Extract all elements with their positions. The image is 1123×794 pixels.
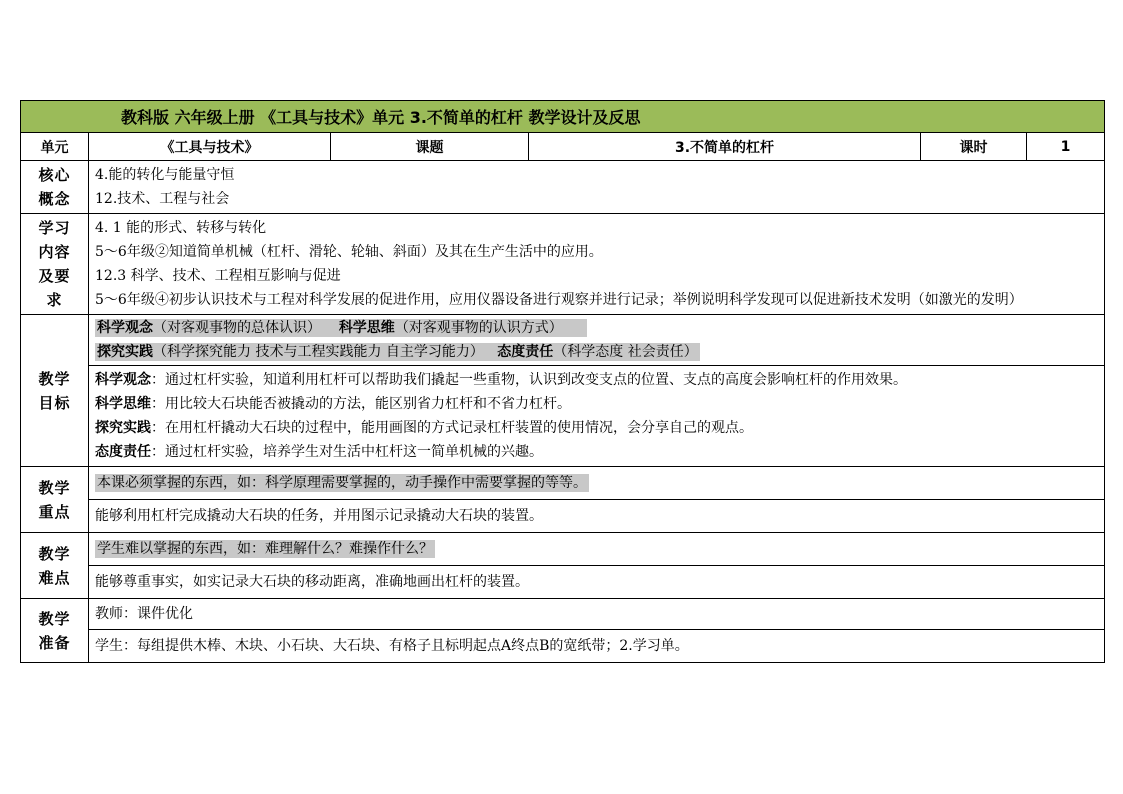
difficulties-content [89,533,1105,599]
objectives-guide [89,315,1104,366]
period-value: 1 [1027,133,1105,161]
label-line: 目标 [38,393,71,412]
lesson-plan-document [20,100,1104,663]
guide-heading: 态度责任 [497,344,554,360]
objective-text: ：用比较大石块能否被撬动的方法，能区别省力杠杆和不省力杠杆。 [151,396,571,412]
requirements-content [89,214,1105,315]
lesson-plan-table [20,100,1105,663]
core-concept-content [89,161,1105,214]
objective-text: ：在用杠杆撬动大石块的过程中，能用画图的方式记录杠杆装置的使用情况，会分享自己的观点。 [151,420,753,436]
objectives-guide-line-1 [95,319,587,337]
label-line: 教学 [38,369,71,388]
objective-text: ：通过杠杆实验，知道利用杠杆可以帮助我们撬起一些重物，认识到改变支点的位置、支点的高度会影响杠杆的作用效果。 [151,372,907,388]
label-line: 难点 [38,568,71,587]
guide-text: （科学探究能力 技术与工程实践能力 自主学习能力） [153,344,498,360]
guide-text: （对客观事物的认识方式） [394,320,586,336]
label-line: 重点 [38,502,71,521]
key-points-label [21,467,89,533]
requirements-label [21,214,89,315]
label-line: 核心 [38,166,71,184]
core-concept-line: 4.能的转化与能量守恒 [95,167,235,183]
difficulties-guide-row [89,533,1104,566]
objectives-label [21,315,89,467]
preparation-label [21,599,89,663]
period-label: 课时 [921,133,1027,161]
objective-heading: 探究实践 [95,420,151,436]
difficulties-label [21,533,89,599]
guide-heading: 探究实践 [97,344,153,360]
preparation-student: 学生：每组提供木棒、木块、小石块、大石块、有格子且标明起点A终点B的宽纸带；2.学习单。 [95,638,689,654]
requirement-line: 5～6年级②知道简单机械（杠杆、滑轮、轮轴、斜面）及其在生产生活中的应用。 [95,244,603,260]
preparation-content [89,599,1105,663]
difficulties-text: 能够尊重事实，如实记录大石块的移动距离，准确地画出杠杆的装置。 [95,574,529,590]
label-line: 教学 [38,609,71,628]
label-line: 及要 [38,267,71,285]
core-concept-label [21,161,89,214]
unit-label: 单元 [21,133,89,161]
topic-value: 3.不简单的杠杆 [529,133,921,161]
key-points-guide-row [89,467,1104,500]
label-line: 概念 [38,190,71,208]
objective-heading: 科学思维 [95,396,151,412]
objective-text: ：通过杠杆实验，培养学生对生活中杠杆这一简单机械的兴趣。 [151,444,543,460]
label-line: 教学 [38,478,71,497]
requirement-line: 12.3 科学、技术、工程相互影响与促进 [95,268,341,284]
objective-heading: 态度责任 [95,444,151,460]
objective-heading: 科学观念 [95,372,151,388]
difficulties-guide: 学生难以掌握的东西，如：难理解什么？难操作什么？ [97,541,433,557]
document-title: 教科版 六年级上册 《工具与技术》单元 3.不简单的杠杆 教学设计及反思 [21,101,1105,133]
guide-heading: 科学观念 [97,320,153,336]
label-line: 学习 [38,219,71,237]
preparation-teacher: 教师：课件优化 [89,599,1104,630]
unit-value: 《工具与技术》 [89,133,331,161]
key-points-text: 能够利用杠杆完成撬动大石块的任务，并用图示记录撬动大石块的装置。 [95,508,543,524]
guide-text: （科学态度 社会责任） [553,344,698,360]
core-concept-line: 12.技术、工程与社会 [95,191,230,207]
objective-item [95,440,1098,464]
requirement-line: 4. 1 能的形式、转移与转化 [95,220,267,236]
label-line: 内容 [38,243,71,261]
label-line: 准备 [38,633,71,652]
objective-item [95,416,1098,440]
objectives-items [89,366,1104,466]
label-line: 教学 [38,544,71,563]
key-points-content [89,467,1105,533]
requirement-line: 5～6年级④初步认识技术与工程对科学发展的促进作用，应用仪器设备进行观察并进行记录；举例说明科学发现可以促进新技术发明（如激光的发明） [95,292,1023,308]
objective-item [95,392,1098,416]
topic-label: 课题 [331,133,529,161]
label-line: 求 [46,291,63,309]
objectives-content [89,315,1105,467]
guide-heading: 科学思维 [338,320,395,336]
objectives-guide-line-2 [95,343,700,361]
key-points-guide: 本课必须掌握的东西，如：科学原理需要掌握的，动手操作中需要掌握的等等。 [97,475,587,491]
objective-item [95,368,1098,392]
guide-text: （对客观事物的总体认识） [153,320,339,336]
